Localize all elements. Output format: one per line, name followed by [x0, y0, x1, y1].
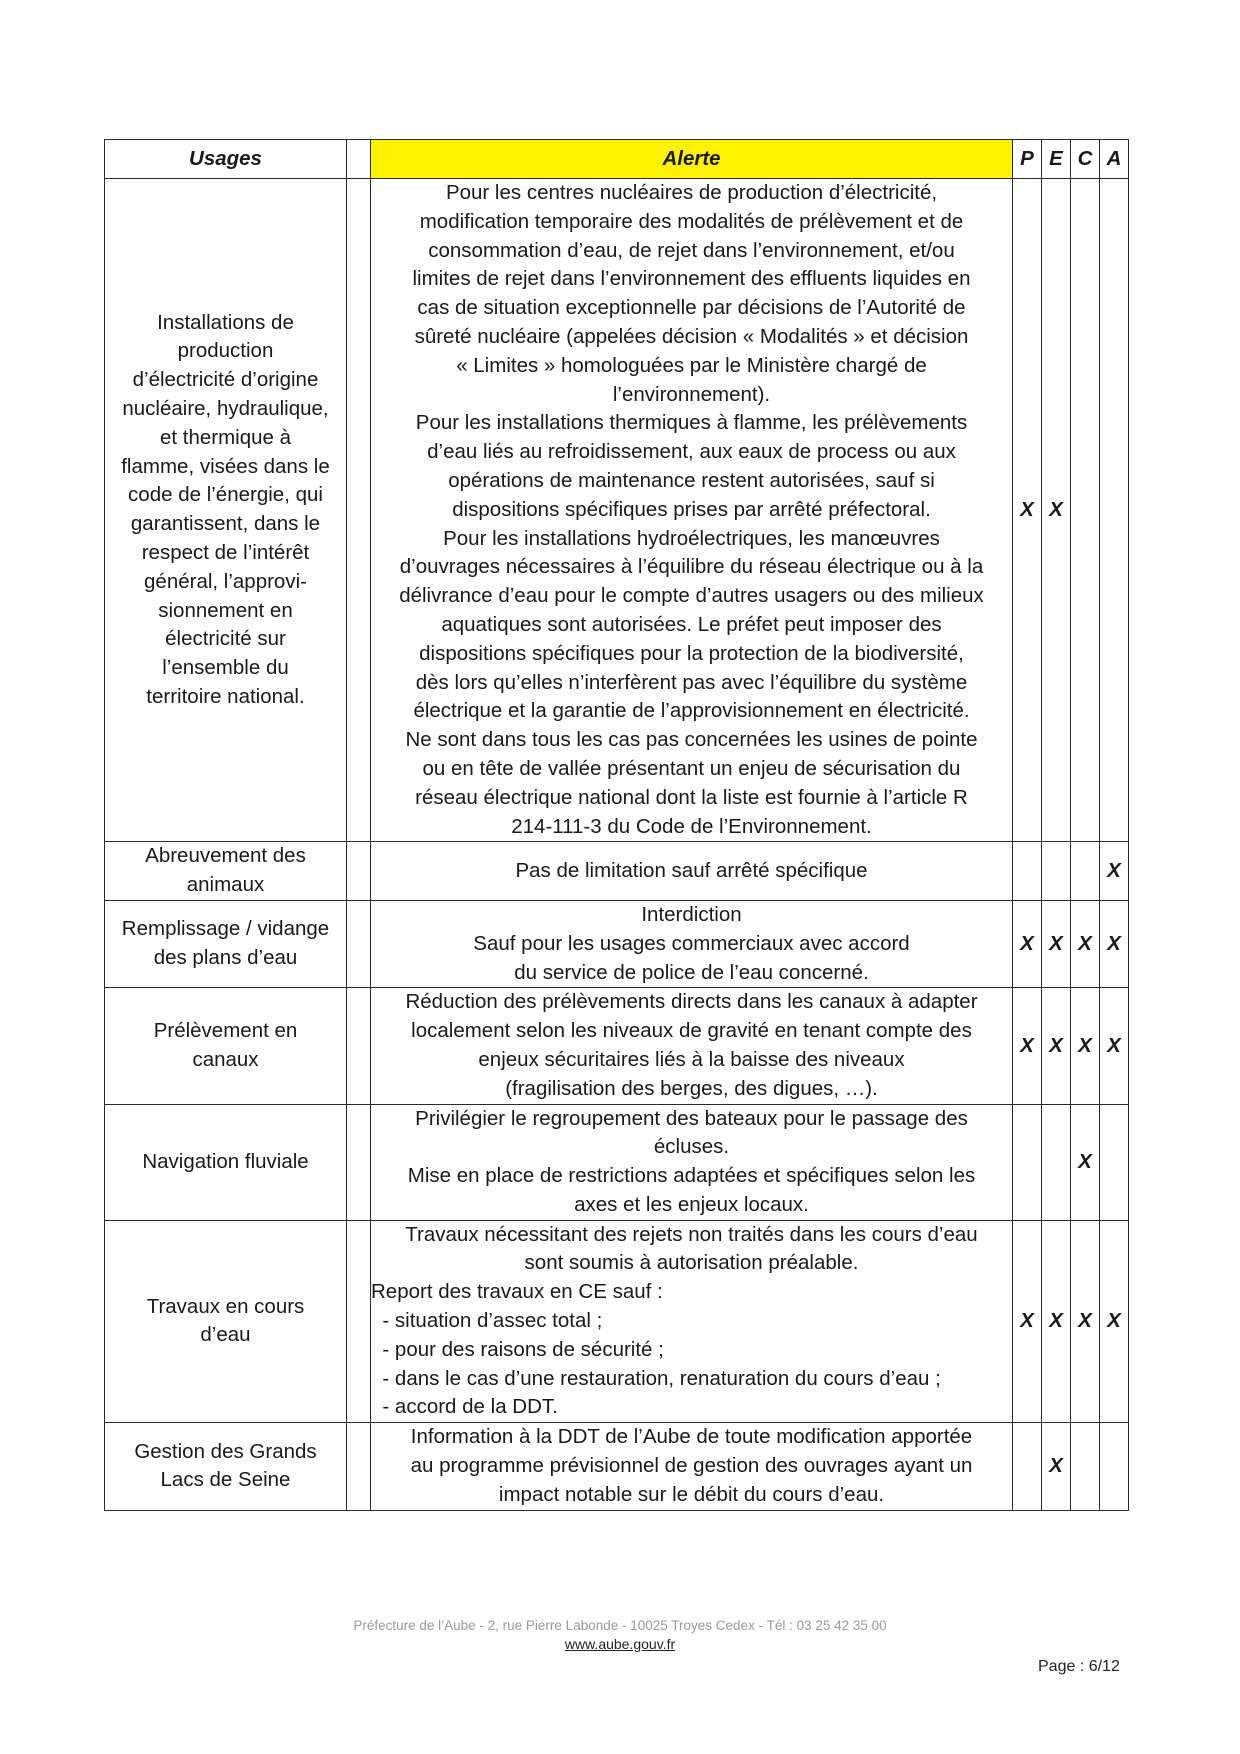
- mark-e: X: [1042, 1220, 1071, 1423]
- usages-alerte-table: [104, 139, 1129, 1511]
- text-line: Report des travaux en CE sauf :: [371, 1280, 663, 1304]
- header-p: P: [1013, 140, 1042, 179]
- table-row: [105, 179, 1129, 842]
- header-usages: Usages: [105, 140, 347, 179]
- text-line: « Limites » homologuées par le Ministère chargé de: [456, 353, 927, 377]
- mark-a: X: [1100, 900, 1129, 987]
- mark-e: X: [1042, 988, 1071, 1104]
- text-line: Installations de: [157, 310, 294, 334]
- text-line: Prélèvement en: [153, 1019, 298, 1043]
- text-line: enjeux sécuritaires liés à la baisse des niveaux: [478, 1047, 905, 1071]
- text-line: Pas de limitation sauf arrêté spécifique: [515, 858, 868, 882]
- text-line: d’eau: [200, 1323, 251, 1347]
- mark-e: [1042, 842, 1071, 901]
- mark-c: X: [1071, 1220, 1100, 1423]
- usage-cell: [105, 179, 347, 842]
- text-line: garantissent, dans le: [130, 512, 321, 536]
- table-body: [105, 179, 1129, 1511]
- mark-c: [1071, 1423, 1100, 1510]
- mark-e: [1042, 1104, 1071, 1220]
- text-line: délivrance d’eau pour le compte d’autres usagers ou des milieux: [399, 584, 984, 608]
- text-line: axes et les enjeux locaux.: [574, 1192, 809, 1216]
- mark-c: X: [1071, 1104, 1100, 1220]
- mark-a: [1100, 1423, 1129, 1510]
- mark-p: X: [1013, 988, 1042, 1104]
- text-line: Travaux nécessitant des rejets non traités dans les cours d’eau: [405, 1222, 978, 1246]
- mark-e: X: [1042, 1423, 1071, 1510]
- alerte-cell: [371, 1423, 1013, 1510]
- mark-p: [1013, 1104, 1042, 1220]
- text-line: Travaux en cours: [146, 1294, 305, 1318]
- mark-a: [1100, 179, 1129, 842]
- text-line: dispositions spécifiques pour la protection de la biodiversité,: [419, 641, 964, 665]
- text-line: Privilégier le regroupement des bateaux pour le passage des: [415, 1106, 968, 1130]
- text-line: flamme, visées dans le: [121, 454, 330, 478]
- spacer-cell: [347, 988, 371, 1104]
- text-line: réseau électrique national dont la liste est fournie à l’article R: [415, 785, 968, 809]
- text-line: écluses.: [653, 1135, 730, 1159]
- footer-address: Préfecture de l’Aube - 2, rue Pierre Labonde - 10025 Troyes Cedex - Tél : 03 25 42 35 00: [353, 1618, 887, 1633]
- table-header-row: [105, 140, 1129, 179]
- alerte-cell: [371, 179, 1013, 842]
- text-line: - dans le cas d’une restauration, renaturation du cours d’eau ;: [371, 1366, 941, 1390]
- text-line: impact notable sur le débit du cours d’eau.: [498, 1482, 885, 1506]
- usage-cell: [105, 988, 347, 1104]
- mark-c: X: [1071, 988, 1100, 1104]
- text-line: Navigation fluviale: [142, 1149, 309, 1173]
- alerte-cell: [371, 842, 1013, 901]
- text-line: consommation d’eau, de rejet dans l’environnement, et/ou: [428, 238, 955, 262]
- header-e: E: [1042, 140, 1071, 179]
- text-line: respect de l’intérêt: [141, 540, 310, 564]
- mark-c: [1071, 179, 1100, 842]
- mark-e: X: [1042, 179, 1071, 842]
- text-line: dès lors qu’elles n’interfèrent pas avec l’équilibre du système: [415, 670, 968, 694]
- mark-c: [1071, 842, 1100, 901]
- text-line: Pour les installations hydroélectriques, les manœuvres: [443, 526, 940, 550]
- text-line: code de l’énergie, qui: [128, 483, 323, 507]
- text-line: - situation d’assec total ;: [371, 1309, 603, 1333]
- mark-p: [1013, 1423, 1042, 1510]
- header-c: C: [1071, 140, 1100, 179]
- page-number: Page : 6/12: [1038, 1658, 1120, 1675]
- footer-website-link[interactable]: www.aube.gouv.fr: [564, 1636, 676, 1652]
- spacer-cell: [347, 179, 371, 842]
- text-line: - pour des raisons de sécurité ;: [371, 1337, 664, 1361]
- mark-a: X: [1100, 1220, 1129, 1423]
- table-row: [105, 900, 1129, 987]
- text-line: aquatiques sont autorisées. Le préfet peut imposer des: [441, 612, 942, 636]
- text-line: d’électricité d’origine: [132, 368, 319, 392]
- usage-cell: [105, 842, 347, 901]
- text-line: sûreté nucléaire (appelées décision « Modalités » et décision: [414, 324, 969, 348]
- text-line: et thermique à: [159, 425, 292, 449]
- text-line: cas de situation exceptionnelle par décisions de l’Autorité de: [417, 296, 966, 320]
- text-line: (fragilisation des berges, des digues, …).: [505, 1076, 878, 1100]
- spacer-cell: [347, 900, 371, 987]
- text-line: Gestion des Grands: [134, 1439, 317, 1463]
- table-row: [105, 1423, 1129, 1510]
- table-row: [105, 1220, 1129, 1423]
- text-line: électricité sur: [165, 627, 286, 651]
- usage-cell: [105, 1104, 347, 1220]
- text-line: Pour les centres nucléaires de production d’électricité,: [445, 181, 938, 204]
- text-line: sont soumis à autorisation préalable.: [524, 1251, 859, 1275]
- mark-p: [1013, 842, 1042, 901]
- text-line: sionnement en: [158, 598, 293, 622]
- text-line: Interdiction: [641, 902, 742, 926]
- spacer-cell: [347, 1220, 371, 1423]
- text-line: l’ensemble du: [162, 656, 289, 680]
- spacer-cell: [347, 1104, 371, 1220]
- text-line: au programme prévisionnel de gestion des ouvrages ayant un: [410, 1454, 973, 1478]
- text-line: canaux: [192, 1047, 259, 1071]
- header-alerte: Alerte: [371, 140, 1013, 179]
- text-line: Abreuvement des: [145, 844, 306, 868]
- usage-cell: [105, 1423, 347, 1510]
- text-line: ou en tête de vallée présentant un enjeu de sécurisation du: [422, 756, 961, 780]
- text-line: 214-111-3 du Code de l’Environnement.: [511, 814, 872, 838]
- alerte-cell: [371, 988, 1013, 1104]
- mark-a: [1100, 1104, 1129, 1220]
- text-line: localement selon les niveaux de gravité en tenant compte des: [411, 1019, 972, 1043]
- text-line: Ne sont dans tous les cas pas concernées les usines de pointe: [405, 728, 978, 752]
- text-line: l’environnement).: [612, 382, 771, 406]
- text-line: d’ouvrages nécessaires à l’équilibre du réseau électrique ou à la: [399, 555, 984, 579]
- text-line: - accord de la DDT.: [371, 1395, 558, 1419]
- usage-cell: [105, 1220, 347, 1423]
- text-line: électrique et la garantie de l’approvisionnement en électricité.: [413, 699, 970, 723]
- text-line: modification temporaire des modalités de prélèvement et de: [419, 209, 964, 233]
- header-spacer: [347, 140, 371, 179]
- table-row: [105, 842, 1129, 901]
- text-line: dispositions spécifiques prises par arrêté préfectoral.: [452, 497, 931, 521]
- mark-c: X: [1071, 900, 1100, 987]
- text-line: nucléaire, hydraulique,: [122, 396, 329, 420]
- text-line: d’eau liés au refroidissement, aux eaux de process ou aux: [427, 440, 956, 464]
- text-line: Mise en place de restrictions adaptées et spécifiques selon les: [407, 1164, 976, 1188]
- usage-cell: [105, 900, 347, 987]
- mark-a: X: [1100, 842, 1129, 901]
- spacer-cell: [347, 1423, 371, 1510]
- text-line: opérations de maintenance restent autorisées, sauf si: [448, 468, 935, 492]
- table-row: [105, 988, 1129, 1104]
- text-line: production: [177, 339, 274, 363]
- mark-e: X: [1042, 900, 1071, 987]
- text-line: Information à la DDT de l’Aube de toute modification apportée: [410, 1425, 973, 1449]
- mark-p: X: [1013, 1220, 1042, 1423]
- text-line: Pour les installations thermiques à flamme, les prélèvements: [415, 411, 968, 435]
- alerte-cell: [371, 1220, 1013, 1423]
- spacer-cell: [347, 842, 371, 901]
- text-line: Sauf pour les usages commerciaux avec accord: [473, 931, 910, 955]
- alerte-cell: [371, 1104, 1013, 1220]
- text-line: Remplissage / vidange: [121, 917, 330, 941]
- table-row: [105, 1104, 1129, 1220]
- text-line: animaux: [186, 873, 265, 897]
- mark-p: X: [1013, 900, 1042, 987]
- mark-p: X: [1013, 179, 1042, 842]
- text-line: Réduction des prélèvements directs dans les canaux à adapter: [405, 990, 978, 1014]
- text-line: Lacs de Seine: [160, 1468, 291, 1492]
- text-line: général, l’approvi-: [144, 569, 307, 593]
- alerte-cell: [371, 900, 1013, 987]
- alerte-list: [371, 1278, 1012, 1422]
- text-line: territoire national.: [146, 684, 305, 708]
- header-a: A: [1100, 140, 1129, 179]
- text-line: des plans d’eau: [153, 946, 298, 970]
- text-line: limites de rejet dans l’environnement des effluents liquides en: [412, 267, 971, 291]
- text-line: du service de police de l’eau concerné.: [514, 960, 869, 984]
- mark-a: X: [1100, 988, 1129, 1104]
